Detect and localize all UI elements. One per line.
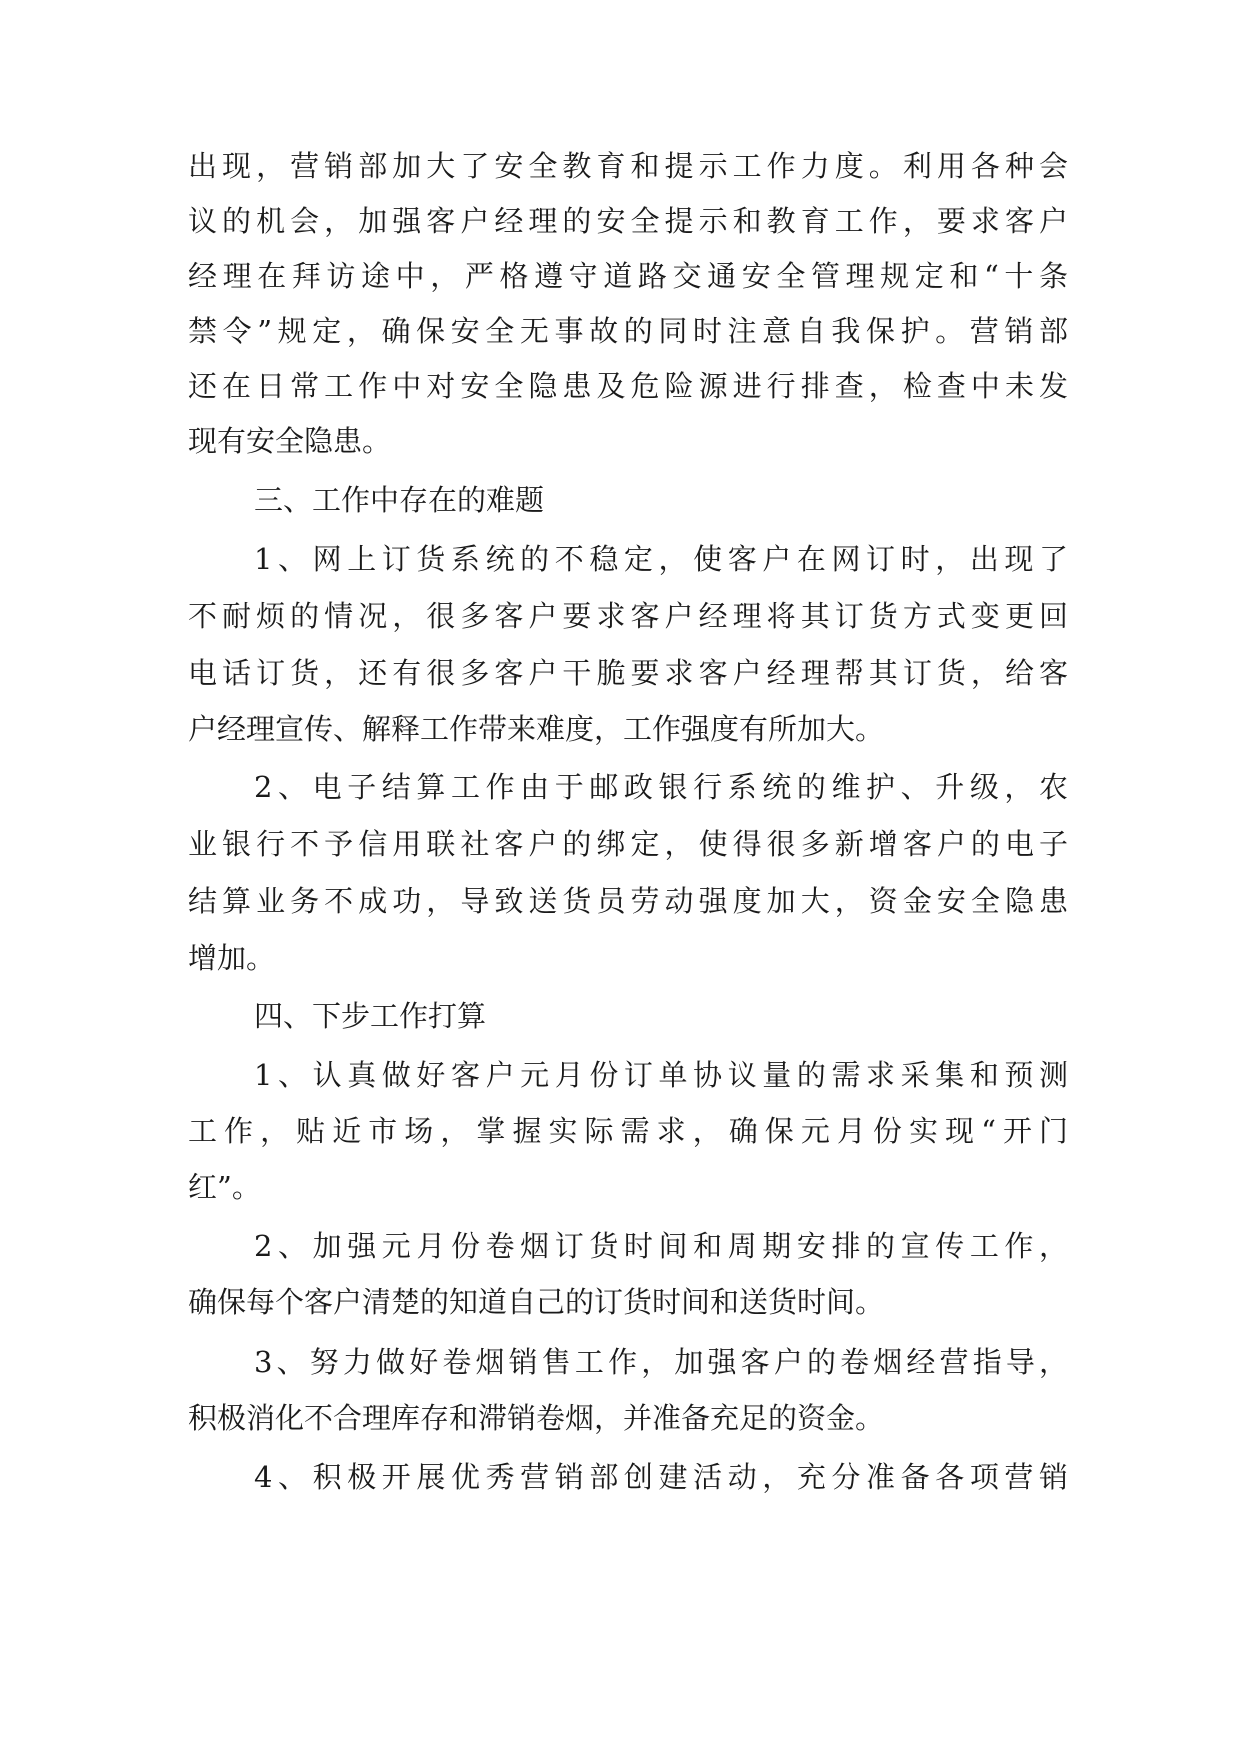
paragraph-line: 确保每个客户清楚的知道自己的订货时间和送货时间。: [188, 1285, 885, 1319]
paragraph-line: 还在日常工作中对安全隐患及危险源进行排查，检查中未发: [188, 369, 1068, 403]
paragraph-line: 结算业务不成功，导致送货员劳动强度加大，资金安全隐患: [188, 884, 1068, 918]
paragraph-line: 1、认真做好客户元月份订单协议量的需求采集和预测: [254, 1058, 1068, 1092]
paragraph-line: 3、努力做好卷烟销售工作，加强客户的卷烟经营指导，: [254, 1345, 1068, 1379]
paragraph-line: 现有安全隐患。: [188, 424, 392, 458]
paragraph-line: 工作，贴近市场，掌握实际需求，确保元月份实现“开门: [188, 1114, 1068, 1148]
paragraph-line: 增加。: [188, 941, 276, 975]
paragraph-line: 2、加强元月份卷烟订货时间和周期安排的宣传工作，: [254, 1229, 1068, 1263]
paragraph-line: 积极消化不合理库存和滞销卷烟，并准备充足的资金。: [188, 1401, 885, 1435]
section-heading: 三、工作中存在的难题: [254, 483, 545, 517]
paragraph-line: 红”。: [188, 1170, 261, 1204]
paragraph-line: 不耐烦的情况，很多客户要求客户经理将其订货方式变更回: [188, 599, 1068, 633]
paragraph-line: 经理在拜访途中，严格遵守道路交通安全管理规定和“十条: [188, 259, 1068, 293]
paragraph-line: 议的机会，加强客户经理的安全提示和教育工作，要求客户: [188, 204, 1068, 238]
paragraph-line: 出现，营销部加大了安全教育和提示工作力度。利用各种会: [188, 149, 1068, 183]
paragraph-line: 4、积极开展优秀营销部创建活动，充分准备各项营销: [254, 1460, 1068, 1494]
paragraph-line: 禁令”规定，确保安全无事故的同时注意自我保护。营销部: [188, 314, 1068, 348]
paragraph-line: 2、电子结算工作由于邮政银行系统的维护、升级，农: [254, 770, 1068, 804]
paragraph-line: 1、网上订货系统的不稳定，使客户在网订时，出现了: [254, 542, 1068, 576]
paragraph-line: 业银行不予信用联社客户的绑定，使得很多新增客户的电子: [188, 827, 1068, 861]
section-heading: 四、下步工作打算: [254, 999, 487, 1033]
paragraph-line: 户经理宣传、解释工作带来难度，工作强度有所加大。: [188, 712, 885, 746]
paragraph-line: 电话订货，还有很多客户干脆要求客户经理帮其订货，给客: [188, 656, 1068, 690]
